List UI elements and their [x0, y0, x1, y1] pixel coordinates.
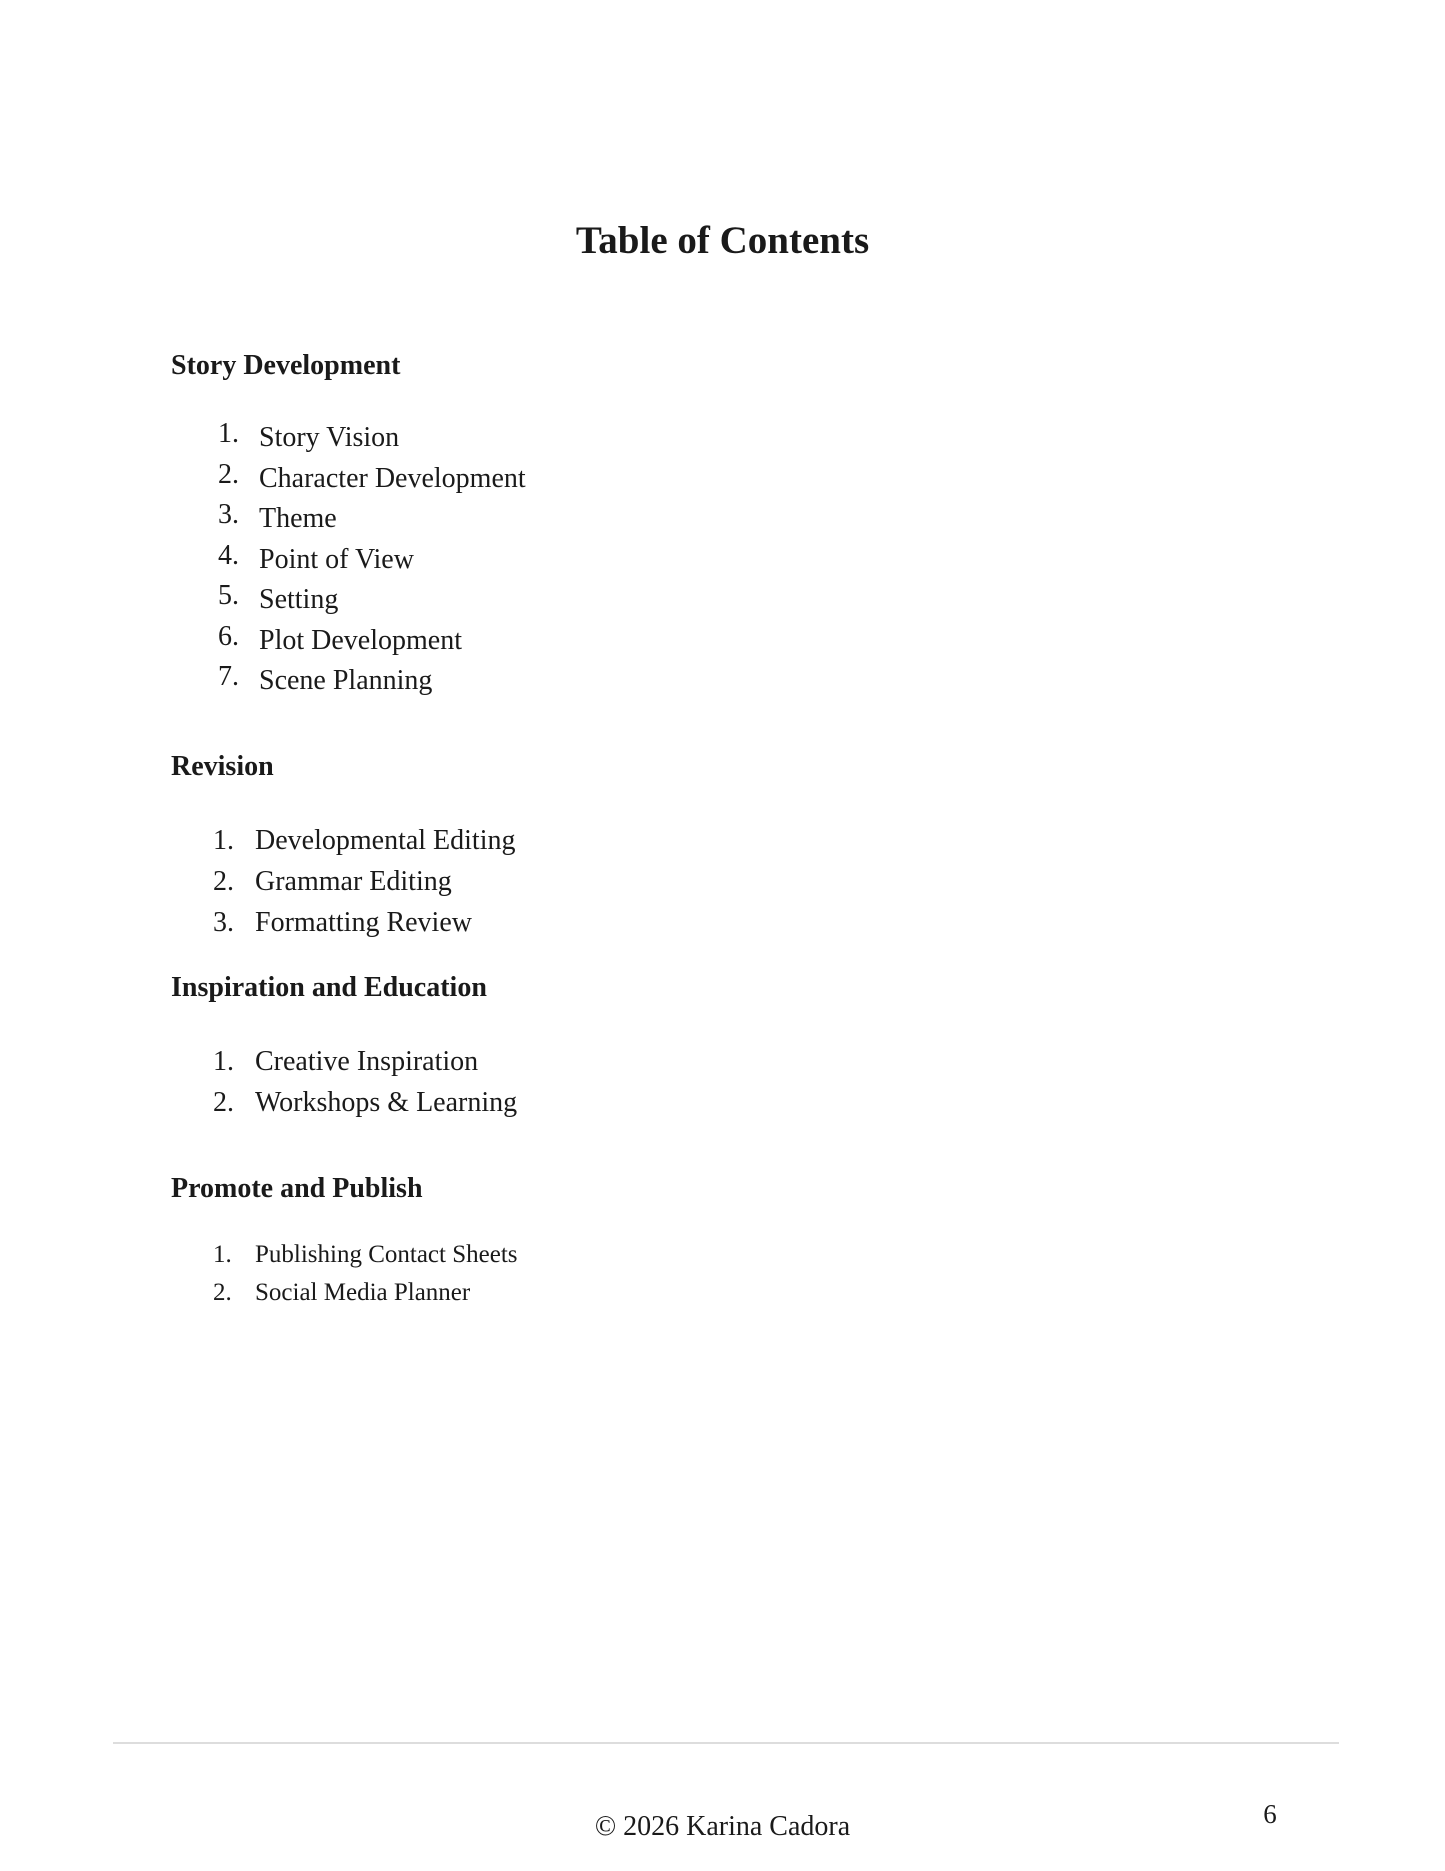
toc-item-number: 6. [218, 620, 239, 652]
footer-divider [113, 1742, 1339, 1744]
toc-item-number: 2. [213, 1087, 234, 1118]
toc-list-story-development [171, 418, 526, 702]
page-number: 6 [1263, 1799, 1277, 1829]
toc-item-label: Publishing Contact Sheets [255, 1241, 518, 1268]
toc-item-grammar-editing[interactable] [171, 861, 516, 902]
toc-item-number: 2. [218, 458, 239, 490]
toc-list-inspiration-education [171, 1041, 517, 1123]
toc-item-label: Point of View [259, 543, 414, 575]
toc-item-number: 2. [213, 866, 234, 897]
toc-item-number: 2. [213, 1279, 232, 1306]
toc-list-promote-publish [171, 1236, 518, 1312]
toc-item-number: 1. [213, 1241, 232, 1268]
toc-item-label: Scene Planning [259, 665, 433, 696]
toc-item-number: 3. [213, 907, 234, 938]
toc-item-scene-planning[interactable] [171, 661, 526, 702]
toc-item-label: Creative Inspiration [255, 1046, 479, 1077]
toc-item-formatting-review[interactable] [171, 902, 516, 943]
section-heading-inspiration-education: Inspiration and Education [171, 972, 487, 1003]
toc-item-workshops-learning[interactable] [171, 1082, 517, 1123]
toc-item-label: Social Media Planner [255, 1279, 471, 1306]
toc-item-number: 4. [218, 539, 239, 571]
toc-item-publishing-contact-sheets[interactable] [171, 1236, 518, 1274]
toc-item-character-development[interactable] [171, 459, 526, 500]
toc-item-label: Setting [259, 584, 339, 615]
toc-item-label: Story Vision [259, 422, 400, 453]
toc-list-revision [171, 820, 516, 943]
toc-item-label: Theme [259, 503, 337, 534]
toc-item-number: 1. [218, 418, 239, 449]
toc-item-label: Workshops & Learning [255, 1087, 518, 1118]
toc-item-number: 3. [218, 499, 239, 530]
toc-item-number: 1. [213, 825, 234, 856]
toc-item-label: Developmental Editing [255, 825, 516, 856]
section-heading-promote-publish: Promote and Publish [171, 1173, 423, 1204]
section-heading-story-development: Story Development [171, 350, 401, 381]
toc-item-story-vision[interactable] [171, 418, 526, 459]
toc-item-label: Formatting Review [255, 907, 472, 938]
toc-item-label: Grammar Editing [255, 866, 452, 897]
section-heading-revision: Revision [171, 751, 274, 782]
toc-item-social-media-planner[interactable] [171, 1274, 518, 1312]
toc-item-number: 1. [213, 1046, 234, 1077]
toc-item-theme[interactable] [171, 499, 526, 540]
toc-item-creative-inspiration[interactable] [171, 1041, 517, 1082]
toc-item-number: 5. [218, 580, 239, 611]
toc-item-setting[interactable] [171, 580, 526, 621]
toc-item-number: 7. [218, 661, 239, 692]
toc-item-label: Plot Development [259, 624, 462, 656]
toc-item-developmental-editing[interactable] [171, 820, 516, 861]
toc-item-label: Character Development [259, 462, 526, 494]
toc-item-point-of-view[interactable] [171, 540, 526, 581]
toc-item-plot-development[interactable] [171, 621, 526, 662]
copyright-notice: © 2026 Karina Cadora [594, 1811, 851, 1842]
page-title: Table of Contents [575, 219, 870, 262]
